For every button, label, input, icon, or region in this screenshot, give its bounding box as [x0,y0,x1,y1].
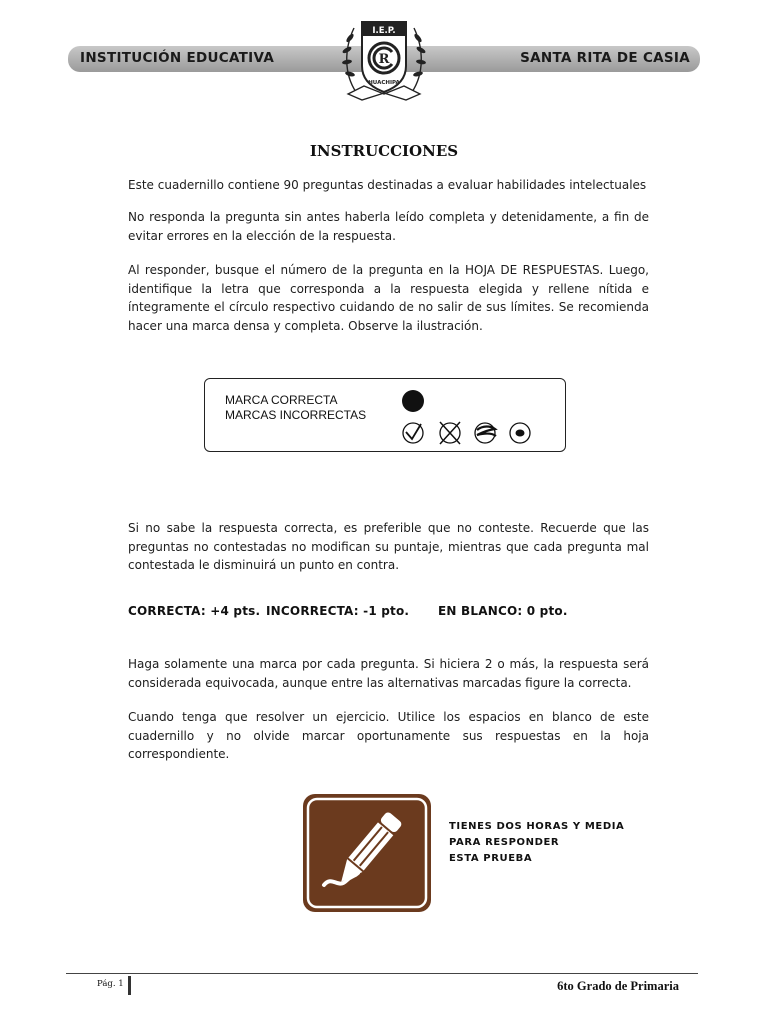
instruction-paragraph-3: Al responder, busque el número de la pregunta en la HOJA DE RESPUESTAS. Luego, identifique la letra que corresponda a la respuesta elegida y rellene nítida e íntegramente el círculo respectivo cuidando de no salir de sus límites. Se recomienda hacer una marca densa y completa. Observe la ilustración. [128,263,649,333]
instruction-paragraph-6: Cuando tenga que resolver un ejercicio. Utilice los espacios en blanco de este cuadernillo y no olvide marcar oportunamente sus respuestas en la hoja correspondiente. [128,710,649,761]
footer-separator [128,976,131,995]
header-school-name: SANTA RITA DE CASIA [520,50,690,66]
pencil-sign-icon [302,793,432,913]
page-title: INSTRUCCIONES [309,142,459,160]
score-correct: CORRECTA: +4 pts. [128,604,261,618]
marking-illustration-box [204,378,566,452]
time-notice-line-2: PARA RESPONDER [449,837,560,848]
instruction-paragraph-4: Si no sabe la respuesta correcta, es preferible que no conteste. Recuerde que las preguntas no contestadas no modifican su puntaje, mientras que cada pregunta mal contestada le disminuirá un punto en contra. [128,521,649,572]
instruction-paragraph-2: No responda la pregunta sin antes haberla leído completa y detenidamente, a fin de evitar errores en la elección de la respuesta. [128,210,649,243]
check-mark-incorrect-icon [401,421,425,445]
incorrect-marks-label: MARCAS INCORRECTAS [225,408,367,422]
page-number: Pág. 1 [97,979,124,989]
instruction-paragraph-1: Este cuadernillo contiene 90 preguntas destinadas a evaluar habilidades intelectuales [128,178,647,192]
scribble-mark-incorrect-icon [473,421,499,445]
logo-bottom-text: HUACHIPA [368,80,400,86]
grade-label: 6to Grado de Primaria [557,979,679,993]
footer-divider [66,973,698,974]
time-notice [449,819,624,867]
score-incorrect: INCORRECTA: -1 pto. [266,604,410,618]
partial-fill-incorrect-icon [508,421,532,445]
time-notice-line-1: TIENES DOS HORAS Y MEDIA [449,821,625,832]
correct-mark-label: MARCA CORRECTA [225,393,338,407]
school-crest-logo [334,14,434,102]
header-institution-label: INSTITUCIÓN EDUCATIVA [80,50,275,66]
instruction-paragraph-5: Haga solamente una marca por cada pregunta. Si hiciera 2 o más, la respuesta será considerada equivocada, aunque entre las alternativas marcadas figure la correcta. [128,657,649,690]
score-blank: EN BLANCO: 0 pto. [438,604,568,618]
filled-circle-correct-icon [401,389,425,413]
svg-text:R: R [378,52,390,67]
time-notice-line-3: ESTA PRUEBA [449,853,533,864]
cross-mark-incorrect-icon [437,419,463,445]
logo-top-text: I.E.P. [372,26,396,36]
